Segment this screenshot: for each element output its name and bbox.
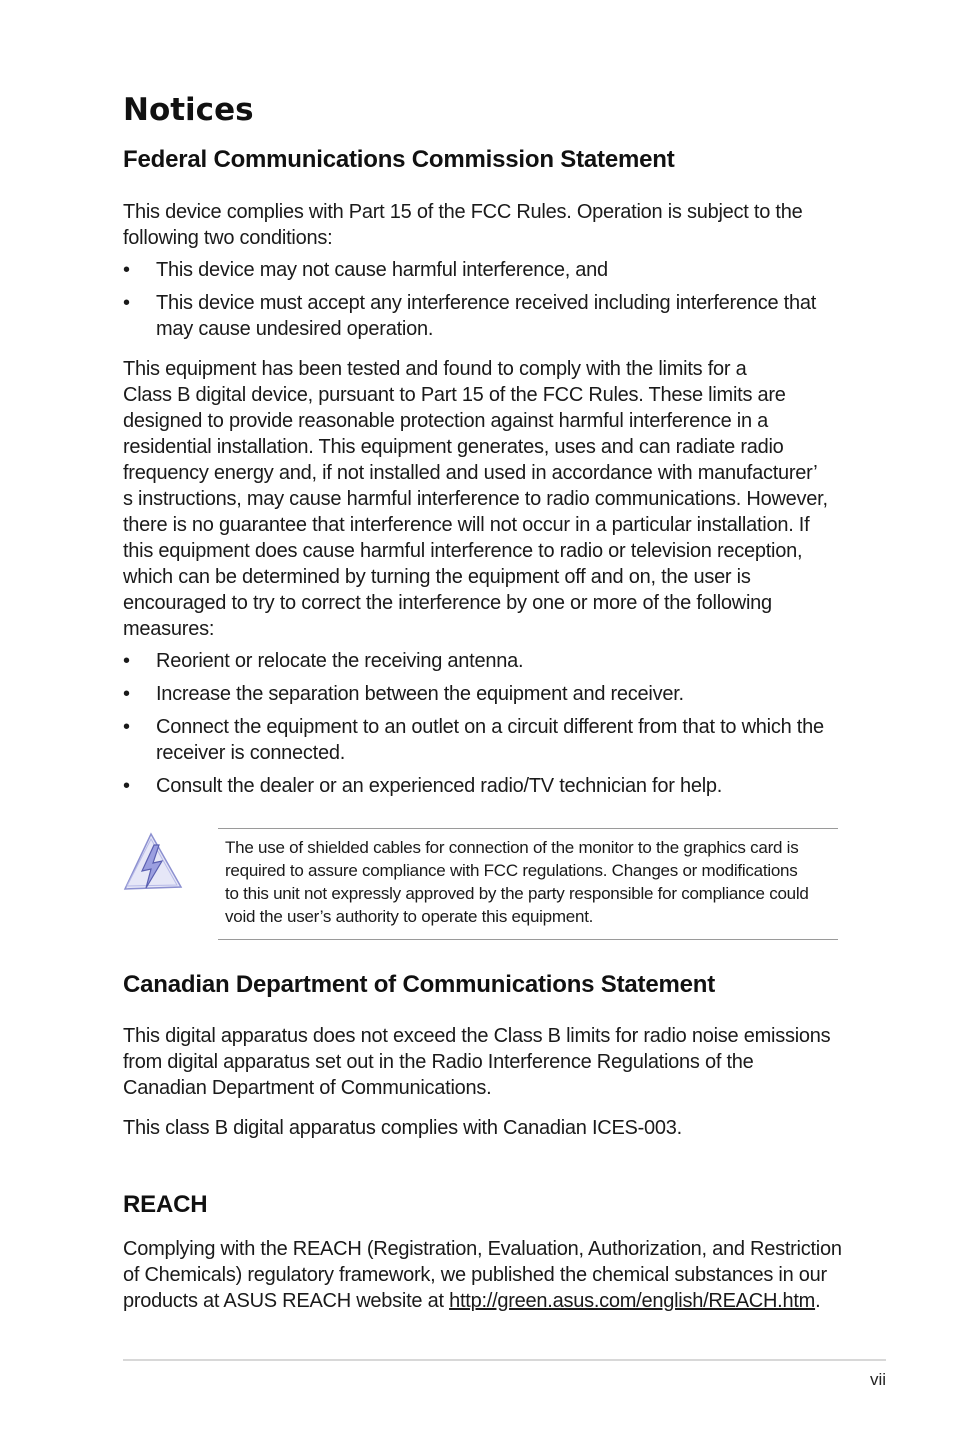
bullet-marker: • xyxy=(123,259,130,281)
measure-text: Increase the separation between the equipment and receiver. xyxy=(156,683,684,705)
page-title: Notices xyxy=(123,92,254,128)
fcc-body-line: which can be determined by turning the equipment off and on, the user is xyxy=(123,566,751,588)
fcc-body-line: measures: xyxy=(123,618,215,640)
reach-website-link[interactable]: http://green.asus.com/english/REACH.htm xyxy=(449,1290,816,1312)
fcc-intro-line: This device complies with Part 15 of the FCC Rules. Operation is subject to the xyxy=(123,201,803,223)
measure-line: Connect the equipment to an outlet on a circuit different from that to which the xyxy=(156,716,824,738)
condition-item xyxy=(123,290,843,342)
canada-para-1 xyxy=(123,1023,843,1101)
note-line: to this unit not expressly approved by the party responsible for compliance could xyxy=(225,884,809,903)
reach-heading: REACH xyxy=(123,1191,208,1218)
canada-para-2: This class B digital apparatus complies with Canadian ICES-003. xyxy=(123,1117,682,1139)
measure-item xyxy=(123,773,843,799)
fcc-body-line: designed to provide reasonable protection against harmful interference in a xyxy=(123,410,768,432)
page-number: vii xyxy=(869,1370,886,1389)
canada-line: from digital apparatus set out in the Radio Interference Regulations of the xyxy=(123,1051,754,1073)
note-line: void the user’s authority to operate this equipment. xyxy=(225,907,594,926)
reach-line-prefix: products at ASUS REACH website at xyxy=(123,1290,450,1312)
fcc-intro-line: following two conditions: xyxy=(123,227,333,249)
fcc-body-line: residential installation. This equipment generates, uses and can radiate radio xyxy=(123,436,784,458)
canada-line: This digital apparatus does not exceed the Class B limits for radio noise emissions xyxy=(123,1025,831,1047)
condition-line: may cause undesired operation. xyxy=(156,318,434,340)
fcc-body-line: there is no guarantee that interference will not occur in a particular installation. If xyxy=(123,514,810,536)
reach-line: of Chemicals) regulatory framework, we published the chemical substances in our xyxy=(123,1264,827,1286)
fcc-note-text xyxy=(225,836,841,928)
fcc-intro xyxy=(123,199,843,251)
condition-item xyxy=(123,257,843,283)
fcc-note-box xyxy=(218,828,838,940)
canada-line: Canadian Department of Communications. xyxy=(123,1077,492,1099)
warning-lightning-icon xyxy=(121,831,185,893)
fcc-body-line: encouraged to try to correct the interference by one or more of the following xyxy=(123,592,772,614)
fcc-body-line: frequency energy and, if not installed and used in accordance with manufacturer’ xyxy=(123,462,818,484)
measure-text xyxy=(156,714,843,766)
bullet-marker: • xyxy=(123,650,130,672)
fcc-body xyxy=(123,356,843,642)
measure-line: receiver is connected. xyxy=(156,742,346,764)
bullet-marker: • xyxy=(123,683,130,705)
measure-item xyxy=(123,714,843,766)
measure-item xyxy=(123,681,843,707)
note-line: The use of shielded cables for connection of the monitor to the graphics card is xyxy=(225,838,799,857)
reach-para xyxy=(123,1236,843,1314)
note-line: required to assure compliance with FCC regulations. Changes or modifications xyxy=(225,861,798,880)
fcc-heading: Federal Communications Commission Statement xyxy=(123,146,675,173)
fcc-body-line: this equipment does cause harmful interference to radio or television reception, xyxy=(123,540,803,562)
condition-text xyxy=(156,290,843,342)
footer-divider xyxy=(123,1359,886,1361)
fcc-body-line: s instructions, may cause harmful interference to radio communications. However, xyxy=(123,488,828,510)
measure-text: Reorient or relocate the receiving antenna. xyxy=(156,650,524,672)
condition-text: This device may not cause harmful interference, and xyxy=(156,259,608,281)
fcc-body-line: Class B digital device, pursuant to Part 15 of the FCC Rules. These limits are xyxy=(123,384,786,406)
reach-line: Complying with the REACH (Registration, Evaluation, Authorization, and Restriction xyxy=(123,1238,842,1260)
fcc-body-line: This equipment has been tested and found to comply with the limits for a xyxy=(123,358,747,380)
measure-text: Consult the dealer or an experienced radio/TV technician for help. xyxy=(156,775,723,797)
reach-line-suffix: . xyxy=(815,1290,821,1312)
bullet-marker: • xyxy=(123,292,130,314)
bullet-marker: • xyxy=(123,716,130,738)
condition-line: This device must accept any interference received including interference that xyxy=(156,292,816,314)
bullet-marker: • xyxy=(123,775,130,797)
measure-item xyxy=(123,648,843,674)
canada-heading: Canadian Department of Communications Statement xyxy=(123,971,716,998)
